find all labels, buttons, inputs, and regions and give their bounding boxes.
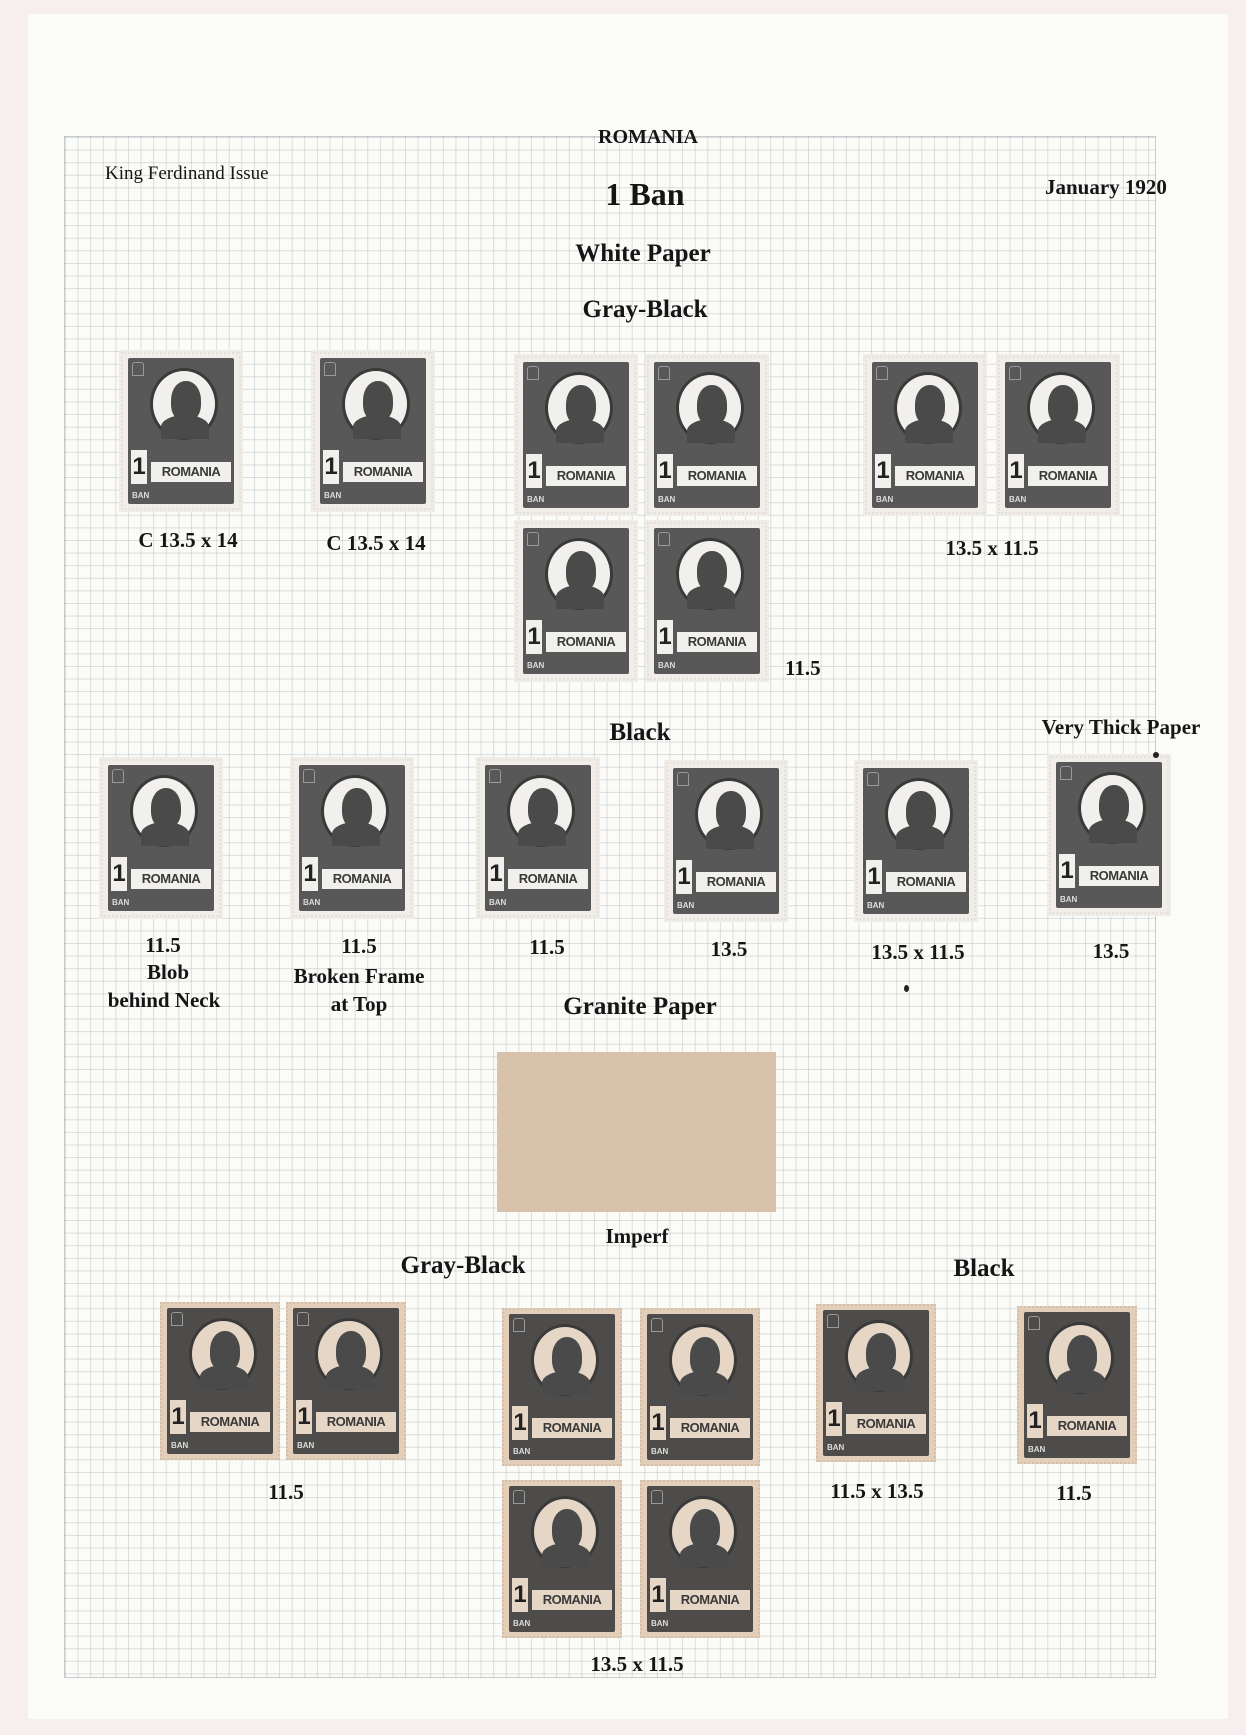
crown-icon xyxy=(489,769,501,783)
portrait-shoulders xyxy=(905,419,953,443)
crown-icon xyxy=(876,366,888,380)
stamp-denomination: 1 xyxy=(170,1400,186,1434)
stamp-denomination: 1 xyxy=(1059,854,1075,888)
color-heading: Gray-Black xyxy=(582,296,708,323)
stamp xyxy=(478,759,598,917)
stamp-country: ROMANIA xyxy=(532,1590,612,1610)
stamp-frame xyxy=(293,1308,399,1454)
crown-icon xyxy=(324,362,336,376)
stamp-frame xyxy=(1056,762,1162,908)
portrait-oval xyxy=(695,778,763,850)
stamp-denomination: 1 xyxy=(131,450,147,484)
perf-label: 13.5 xyxy=(710,937,748,961)
portrait-shoulders xyxy=(856,1367,904,1391)
crown-icon xyxy=(527,366,539,380)
issue-title: King Ferdinand Issue xyxy=(105,163,269,184)
stamp-denomination: 1 xyxy=(826,1402,842,1436)
stamp-country: ROMANIA xyxy=(846,1414,926,1434)
portrait-oval xyxy=(531,1324,599,1396)
crown-icon xyxy=(1028,1316,1040,1330)
stamp-unit: BAN xyxy=(827,1443,845,1452)
stamp-unit: BAN xyxy=(677,901,695,910)
crown-icon xyxy=(827,1314,839,1328)
perf-label: 11.5 xyxy=(529,935,565,959)
stamp-frame xyxy=(872,362,978,508)
stamp-frame xyxy=(485,765,591,911)
crown-icon xyxy=(651,1490,663,1504)
stamp-frame xyxy=(647,1486,753,1632)
portrait-shoulders xyxy=(556,585,604,609)
granite-heading: Granite Paper xyxy=(563,993,717,1020)
portrait-shoulders xyxy=(141,822,189,846)
stamp-country: ROMANIA xyxy=(532,1418,612,1438)
stamp-unit: BAN xyxy=(171,1441,189,1450)
stamp-frame xyxy=(523,362,629,508)
variety-note: Blob xyxy=(146,960,190,984)
stamp xyxy=(286,1302,406,1460)
stamp-frame xyxy=(509,1486,615,1632)
imperf-pair-background xyxy=(497,1052,776,1212)
perf-label: 11.5 xyxy=(341,934,377,958)
portrait-shoulders xyxy=(200,1365,248,1389)
perf-label: C 13.5 x 14 xyxy=(326,531,426,555)
ink-dot xyxy=(904,985,909,992)
stamp-unit: BAN xyxy=(1028,1445,1046,1454)
stamp-unit: BAN xyxy=(658,495,676,504)
stamp xyxy=(516,522,636,680)
crown-icon xyxy=(297,1312,309,1326)
stamp-unit: BAN xyxy=(513,1447,531,1456)
crown-icon xyxy=(1060,766,1072,780)
perf-label: C 13.5 x 14 xyxy=(138,528,238,552)
stamp-country: ROMANIA xyxy=(1028,466,1108,486)
stamp-frame xyxy=(823,1310,929,1456)
stamp-denomination: 1 xyxy=(512,1406,528,1440)
stamp xyxy=(816,1304,936,1462)
portrait-shoulders xyxy=(542,1543,590,1567)
crown-icon xyxy=(1009,366,1021,380)
portrait-oval xyxy=(885,778,953,850)
stamp-country: ROMANIA xyxy=(677,466,757,486)
portrait-shoulders xyxy=(687,419,735,443)
portrait-oval xyxy=(669,1496,737,1568)
stamp xyxy=(640,1480,760,1638)
stamp-denomination: 1 xyxy=(676,860,692,894)
stamp-unit: BAN xyxy=(876,495,894,504)
stamp-unit: BAN xyxy=(867,901,885,910)
stamp-country: ROMANIA xyxy=(316,1412,396,1432)
stamp xyxy=(865,356,985,514)
crown-icon xyxy=(677,772,689,786)
portrait-shoulders xyxy=(161,415,209,439)
stamp-country: ROMANIA xyxy=(895,466,975,486)
crown-icon xyxy=(513,1490,525,1504)
stamp-denomination: 1 xyxy=(866,860,882,894)
perf-label: 13.5 x 11.5 xyxy=(871,940,965,964)
stamp-unit: BAN xyxy=(112,898,130,907)
portrait-oval xyxy=(150,368,218,440)
stamp-frame xyxy=(320,358,426,504)
portrait-oval xyxy=(130,775,198,847)
stamp-country: ROMANIA xyxy=(508,869,588,889)
stamp-country: ROMANIA xyxy=(677,632,757,652)
portrait-shoulders xyxy=(542,1371,590,1395)
stamp-frame xyxy=(654,362,760,508)
portrait-oval xyxy=(315,1318,383,1390)
portrait-shoulders xyxy=(1057,1369,1105,1393)
perf-label: 11.5 xyxy=(1056,1481,1092,1505)
stamp-denomination: 1 xyxy=(650,1578,666,1612)
stamp-frame xyxy=(647,1314,753,1460)
stamp-denomination: 1 xyxy=(1027,1404,1043,1438)
stamp-country: ROMANIA xyxy=(190,1412,270,1432)
stamp-unit: BAN xyxy=(658,661,676,670)
crown-icon xyxy=(303,769,315,783)
portrait-oval xyxy=(1027,372,1095,444)
ink-dot xyxy=(1153,752,1159,758)
perf-label: 13.5 x 11.5 xyxy=(590,1652,684,1676)
stamp-country: ROMANIA xyxy=(546,466,626,486)
stamp-denomination: 1 xyxy=(323,450,339,484)
stamp-frame xyxy=(863,768,969,914)
crown-icon xyxy=(867,772,879,786)
stamp xyxy=(160,1302,280,1460)
paper-heading: White Paper xyxy=(575,240,711,267)
crown-icon xyxy=(527,532,539,546)
crown-icon xyxy=(651,1318,663,1332)
stamp-country: ROMANIA xyxy=(343,462,423,482)
stamp-country: ROMANIA xyxy=(131,869,211,889)
portrait-oval xyxy=(189,1318,257,1390)
stamp-denomination: 1 xyxy=(1008,454,1024,488)
portrait-oval xyxy=(545,538,613,610)
perf-label: 11.5 x 13.5 xyxy=(830,1479,924,1503)
stamp-unit: BAN xyxy=(651,1447,669,1456)
stamp-frame xyxy=(1005,362,1111,508)
stamp xyxy=(1017,1306,1137,1464)
variety-note: at Top xyxy=(330,992,388,1016)
portrait-shoulders xyxy=(518,822,566,846)
portrait-oval xyxy=(342,368,410,440)
stamp-country: ROMANIA xyxy=(322,869,402,889)
stamp xyxy=(121,352,241,510)
stamp-denomination: 1 xyxy=(526,620,542,654)
stamp-frame xyxy=(654,528,760,674)
stamp xyxy=(666,762,786,920)
stamp xyxy=(647,522,767,680)
stamp-country: ROMANIA xyxy=(151,462,231,482)
stamp-unit: BAN xyxy=(297,1441,315,1450)
stamp-country: ROMANIA xyxy=(696,872,776,892)
gray-black-heading: Gray-Black xyxy=(400,1252,526,1279)
portrait-shoulders xyxy=(680,1543,728,1567)
portrait-oval xyxy=(321,775,389,847)
portrait-oval xyxy=(845,1320,913,1392)
crown-icon xyxy=(658,366,670,380)
portrait-oval xyxy=(531,1496,599,1568)
crown-icon xyxy=(171,1312,183,1326)
stamp-frame xyxy=(509,1314,615,1460)
stamp-denomination: 1 xyxy=(650,1406,666,1440)
stamp-denomination: 1 xyxy=(875,454,891,488)
variety-note: Broken Frame xyxy=(293,964,425,988)
imperf-label: Imperf xyxy=(605,1224,669,1248)
portrait-oval xyxy=(545,372,613,444)
portrait-shoulders xyxy=(1089,819,1137,843)
stamp-denomination: 1 xyxy=(488,857,504,891)
stamp-frame xyxy=(128,358,234,504)
stamp xyxy=(516,356,636,514)
stamp-unit: BAN xyxy=(513,1619,531,1628)
stamp-unit: BAN xyxy=(527,661,545,670)
stamp-country: ROMANIA xyxy=(1047,1416,1127,1436)
stamp-frame xyxy=(523,528,629,674)
portrait-oval xyxy=(669,1324,737,1396)
portrait-shoulders xyxy=(706,825,754,849)
stamp-country: ROMANIA xyxy=(670,1590,750,1610)
crown-icon xyxy=(513,1318,525,1332)
stamp-denomination: 1 xyxy=(111,857,127,891)
stamp-unit: BAN xyxy=(527,495,545,504)
stamp-denomination: 1 xyxy=(512,1578,528,1612)
stamp xyxy=(101,759,221,917)
portrait-oval xyxy=(676,372,744,444)
stamp-frame xyxy=(108,765,214,911)
portrait-oval xyxy=(676,538,744,610)
stamp-denomination: 1 xyxy=(296,1400,312,1434)
stamp xyxy=(313,352,433,510)
stamp xyxy=(502,1480,622,1638)
stamp-country: ROMANIA xyxy=(670,1418,750,1438)
thick-paper-heading: Very Thick Paper xyxy=(1041,715,1201,739)
portrait-oval xyxy=(894,372,962,444)
stamp-unit: BAN xyxy=(1009,495,1027,504)
portrait-oval xyxy=(1046,1322,1114,1394)
portrait-shoulders xyxy=(896,825,944,849)
perf-label: 11.5 xyxy=(145,933,181,957)
issue-date: January 1920 xyxy=(1045,175,1167,199)
stamp-denomination: 1 xyxy=(657,454,673,488)
stamp-country: ROMANIA xyxy=(1079,866,1159,886)
portrait-shoulders xyxy=(1038,419,1086,443)
stamp xyxy=(1049,756,1169,914)
perf-label: 13.5 xyxy=(1092,939,1130,963)
stamp-frame xyxy=(1024,1312,1130,1458)
stamp-country: ROMANIA xyxy=(546,632,626,652)
portrait-shoulders xyxy=(556,419,604,443)
perf-label: 13.5 x 11.5 xyxy=(945,536,1039,560)
portrait-shoulders xyxy=(332,822,380,846)
stamp-unit: BAN xyxy=(1060,895,1078,904)
black-heading: Black xyxy=(609,719,671,746)
value-title: 1 Ban xyxy=(605,176,685,212)
portrait-shoulders xyxy=(353,415,401,439)
portrait-shoulders xyxy=(680,1371,728,1395)
portrait-oval xyxy=(507,775,575,847)
stamp-frame xyxy=(299,765,405,911)
black-heading-granite: Black xyxy=(953,1255,1015,1282)
stamp xyxy=(502,1308,622,1466)
crown-icon xyxy=(658,532,670,546)
stamp-unit: BAN xyxy=(489,898,507,907)
stamp-unit: BAN xyxy=(324,491,342,500)
perf-label: 11.5 xyxy=(268,1480,304,1504)
stamp-frame xyxy=(673,768,779,914)
stamp-unit: BAN xyxy=(651,1619,669,1628)
stamp-country: ROMANIA xyxy=(886,872,966,892)
stamp-unit: BAN xyxy=(303,898,321,907)
stamp-denomination: 1 xyxy=(526,454,542,488)
stamp-unit: BAN xyxy=(132,491,150,500)
stamp-frame xyxy=(167,1308,273,1454)
crown-icon xyxy=(132,362,144,376)
stamp xyxy=(856,762,976,920)
stamp-denomination: 1 xyxy=(302,857,318,891)
perf-label: 11.5 xyxy=(785,656,821,680)
stamp xyxy=(640,1308,760,1466)
variety-note: behind Neck xyxy=(107,988,221,1012)
stamp xyxy=(647,356,767,514)
portrait-oval xyxy=(1078,772,1146,844)
stamp xyxy=(292,759,412,917)
portrait-shoulders xyxy=(326,1365,374,1389)
portrait-shoulders xyxy=(687,585,735,609)
country-title: ROMANIA xyxy=(598,126,698,148)
crown-icon xyxy=(112,769,124,783)
stamp-denomination: 1 xyxy=(657,620,673,654)
stamp xyxy=(998,356,1118,514)
